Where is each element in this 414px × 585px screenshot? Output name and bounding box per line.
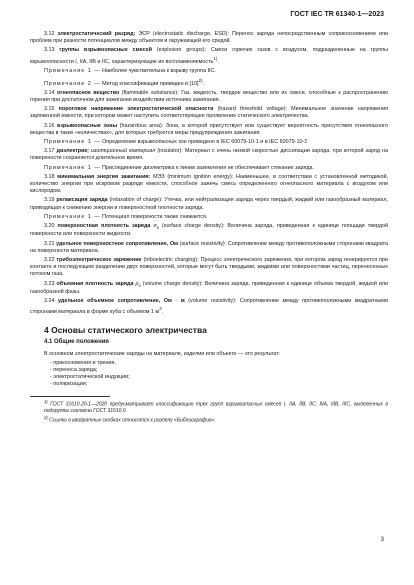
footnote-2: $^{2)}$ Ссылки в квадратных скобках относятся к разделу «Библиография». bbox=[44, 414, 216, 424]
clause-4-1-intro: В основном электростатические заряды на материале, изделии или объекте — это результат: bbox=[44, 350, 281, 357]
section-4-heading: 4 Основы статического электричества bbox=[44, 325, 207, 336]
clause-3-22: 3.22 трибоэлектрическое заряжение (triboelectric charging): Процесс электрического заряжения, при котором заряд генерируется при контакте и последующем разделении двух поверхностей, которые могут быть твердыми, жидкими или поверхностями частиц, перенесенных потоком газа. bbox=[30, 256, 389, 278]
clause-3-12: 3.12 электростатический разряд: ЭСР (electrostatic discharge, ESD): Перенос заряда непосредственным соприкосновением или пробоем при разности потенциалов между объектом и окружающей его средой. bbox=[30, 31, 389, 45]
clause-3-15: 3.15 пороговое напряжение электростатической опасности (hazard threshold voltage): Минимальное значение напряжения заряженной емкости, при котором может наступить соответствующее проявление статического электричества. bbox=[30, 106, 389, 120]
clause-3-24: 3.24 удельное объемное сопротивление, Ом · м (volume resistivity): Сопротивление между противоположными квадратными сторонами материала в форме куба с объемом 1 $м^3$. bbox=[30, 298, 389, 316]
clause-3-16: 3.16 взрывоопасные зоны (hazardous area): Зона, в которой присутствует или существует вероятность присутствия огнеопасного вещества в таких «количествах», для которых требуются меры предупреждения зажигания. bbox=[30, 122, 388, 136]
page-number: 3 bbox=[380, 536, 384, 543]
section-4-1-heading: 4.1 Общие положения bbox=[44, 339, 109, 346]
footnote-1: $^{1)}$ ГОСТ 31610.20-1—2020 предусматривает классификацию трех групп взрывоопасных смесей I, IIA, IIB, IIC, IIIA, IIIB, IIIC, выделенных в подгруппы согласно ГОСТ 31610.0. bbox=[44, 398, 389, 414]
page-header: ГОСТ IEC TR 61340-1—2023 bbox=[290, 11, 384, 18]
clause-3-18: 3.18 минимальная энергия зажигания: МЭЗ (minimum ignition energy): Наименьшее, в соответствии с установленной методикой, количество энергии при искровом разряде емкости, способное зажечь смесь определенного огнеопасного материала с воздухом или кислородом. bbox=[30, 173, 389, 195]
clause-3-23: 3.23 объемная плотность заряда $\rho_v$ (volume charge density): Величина заряда, приведенная к единице объема твердой, жидкой или газообразной фазы. bbox=[30, 280, 389, 295]
list-item: - переноса заряда; bbox=[50, 367, 98, 374]
note-3-13-2: Примечание 2 — Метод классификации приведен в $[10]^{2)}$. bbox=[44, 77, 204, 87]
note-3-13-1: Примечание 1 — Наиболее чувствительна к взрыву группа IIC. bbox=[44, 67, 216, 74]
list-item: - прикосновения и трения, bbox=[50, 359, 116, 366]
note-3-17: Примечание 1 — Присоединение диэлектрика к линии заземления не обеспечивает стекание заряда. bbox=[44, 164, 314, 171]
page-body bbox=[30, 31, 388, 425]
clause-3-17: 3.17 диэлектрик; изоляционный материал (insulator): Материал с очень низкой скоростью диссипации заряда, при которой заряд на поверхности сохраняется длительное время. bbox=[30, 148, 388, 162]
clause-3-19: 3.19 релаксация заряда (relaxation of charge): Утечка, или нейтрализация заряда через твердый, жидкий или газообразный материал, приводящая к снижению энергии и поверхностной плотности заряда. bbox=[30, 197, 389, 211]
clause-3-20: 3.20 поверхностная плотность заряда $\sigma_s$ (surface charge density): Величина заряда, приведенная к единице площади твердой поверхности или поверхности жидкости. bbox=[30, 223, 389, 238]
footnote-divider bbox=[30, 396, 110, 397]
clause-3-14: 3.14 огнеопасное вещество (flammable substance): Газ, жидкость, твердое вещество или их смеси, способные к распространению горения при достаточном для зажигания воздействии источника зажигания. bbox=[30, 89, 388, 104]
clause-3-13: 3.13 группы взрывоопасных смесей (explosion groups): Смеси горючих газов с воздухом, подразделенные на группы взрывоопасности I, IIA, IIB и IIC, характеризующие их воспламеняемость$^{1)}$. bbox=[30, 47, 388, 65]
list-item: - электростатической индукции; bbox=[50, 374, 130, 381]
list-item: - поляризации; bbox=[50, 381, 88, 388]
note-3-19: Примечание 1 — Потенциал поверхности также снижается. bbox=[44, 213, 208, 220]
clause-3-21: 3.21 удельное поверхностное сопротивление, Ом (surface resistivity): Сопротивление между противоположными сторонами квадрата на поверхности материала. bbox=[30, 240, 389, 254]
note-3-16: Примечание 1 — Определение взрывоопасных зон приведено в IEC 60079-10-1 и в IEC 60079-10-2 bbox=[44, 139, 308, 146]
